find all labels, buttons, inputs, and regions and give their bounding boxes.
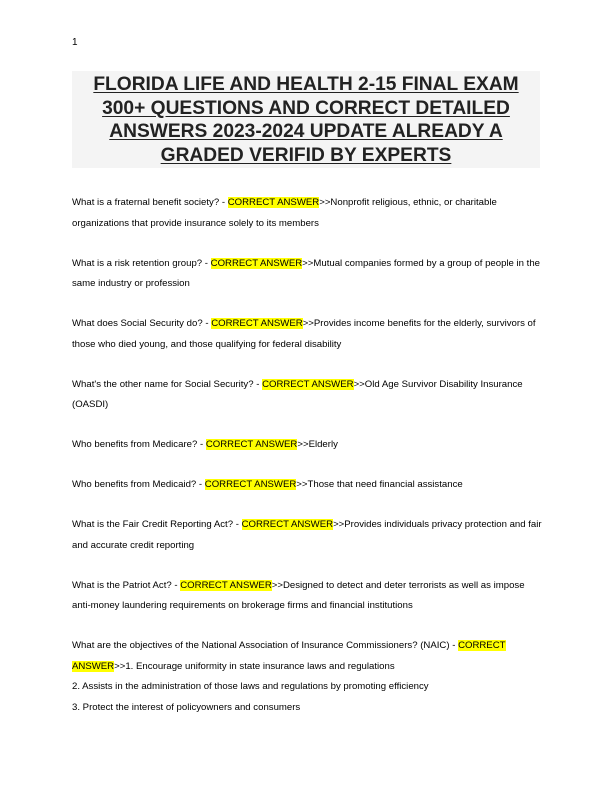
qa-item (72, 193, 542, 234)
answer-tag: CORRECT ANSWER (241, 519, 334, 530)
question-text: What are the objectives of the National Association of Insurance Commissioners? (NAIC) - (72, 640, 459, 651)
qa-item (72, 375, 542, 416)
answer-tag: CORRECT ANSWER (204, 479, 297, 490)
answer-tag: CORRECT ANSWER (180, 579, 272, 591)
answer-text: >>Old Age Survivor Disability Insurance (OASDI) (72, 378, 523, 410)
qa-item (72, 254, 542, 295)
qa-item (72, 576, 542, 617)
question-text: Who benefits from Medicare? - (72, 439, 206, 450)
answer-tag: CORRECT ANSWER (227, 197, 320, 208)
qa-item (72, 475, 542, 496)
answer-tag: CORRECT ANSWER (210, 257, 303, 269)
answer-tag: CORRECT ANSWER (72, 640, 506, 672)
question-text: What is a fraternal benefit society? - (72, 197, 228, 208)
answer-text: >>Designed to detect and deter terrorists as well as impose anti-money laundering requirements on brokerage firms and financial institutions (72, 579, 525, 611)
page-number: 1 (72, 37, 78, 48)
question-text: What does Social Security do? - (72, 318, 212, 329)
qa-item (72, 314, 542, 355)
qa-item (72, 435, 542, 456)
answer-text: >>Nonprofit religious, ethnic, or charitable organizations that provide insurance solely to its members (72, 197, 497, 229)
answer-line: 2. Assists in the administration of those laws and regulations by promoting efficiency (72, 681, 429, 692)
question-text: What's the other name for Social Security? - (72, 378, 263, 390)
qa-item (72, 515, 542, 556)
answer-line: 3. Protect the interest of policyowners and consumers (72, 701, 301, 713)
answer-tag: CORRECT ANSWER (262, 378, 354, 390)
answer-text: >>Elderly (297, 439, 338, 450)
answer-text: >>Provides individuals privacy protection and fair and accurate credit reporting (72, 519, 542, 551)
title-line: ANSWERS 2023-2024 UPDATE ALREADY A (109, 121, 503, 143)
title-line: GRADED VERIFID BY EXPERTS (160, 144, 452, 166)
question-text: What is a risk retention group? - (72, 257, 211, 269)
qa-list (72, 193, 542, 738)
document-title (72, 71, 540, 168)
question-text: Who benefits from Medicaid? - (72, 479, 205, 490)
answer-text: >>Provides income benefits for the elderly, survivors of those who died young, and those qualifying for federal disability (72, 318, 536, 350)
title-line: 300+ QUESTIONS AND CORRECT DETAILED (102, 97, 510, 119)
answer-tag: CORRECT ANSWER (211, 318, 303, 329)
answer-text: >>Those that need financial assistance (296, 479, 463, 490)
answer-text: >>1. Encourage uniformity in state insurance laws and regulations (114, 660, 395, 672)
answer-tag: CORRECT ANSWER (205, 439, 298, 450)
title-line: FLORIDA LIFE AND HEALTH 2-15 FINAL EXAM (93, 74, 519, 95)
question-text: What is the Patriot Act? - (72, 579, 181, 591)
answer-text: >>Mutual companies formed by a group of people in the same industry or profession (72, 257, 541, 289)
question-text: What is the Fair Credit Reporting Act? - (72, 519, 242, 530)
qa-item (72, 636, 542, 718)
